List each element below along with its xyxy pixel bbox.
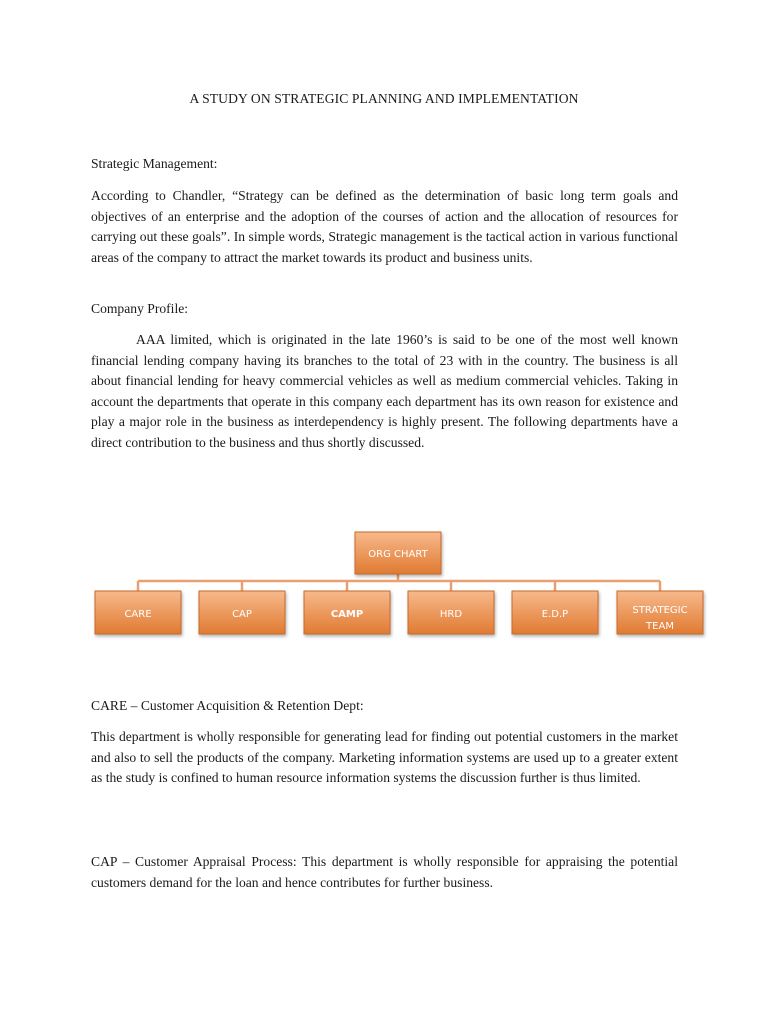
document-title: A STUDY ON STRATEGIC PLANNING AND IMPLEMENTATION: [189, 91, 579, 106]
org-chart-node-camp: [304, 591, 390, 634]
org-chart-node-label-line2: TEAM: [646, 621, 674, 632]
care-heading: CARE – Customer Acquisition & Retention Dept:: [91, 698, 364, 713]
care-paragraph: This department is wholly responsible for generating lead for finding out potential customers in the market and also to sell the products of the company. Marketing information systems are used up to a greater extent as the study is confined to human resource information systems the discussion further is thus limited.: [91, 729, 678, 785]
org-chart-node-label: E.D.P: [541, 609, 569, 620]
strategic-management-paragraph: According to Chandler, “Strategy can be defined as the determination of basic long term goals and objectives of an enterprise and the adoption of the courses of action and the allocation of resources for carrying out these goals”. In simple words, Strategic management is the tactical action in various functional areas of the company to attract the market towards its product and business units.: [91, 188, 678, 265]
cap-paragraph: CAP – Customer Appraisal Process: This department is wholly responsible for appraising the potential customers demand for the loan and hence contributes for further business.: [91, 854, 678, 890]
org-chart-node-label: STRATEGIC: [632, 605, 688, 616]
org-chart-node-label: CAMP: [330, 609, 364, 620]
company-profile-paragraph: AAA limited, which is originated in the late 1960’s is said to be one of the most well known financial lending company having its branches to the total of 23 with in the country. The business is all about financial lending for heavy commercial vehicles as well as medium commercial vehicles. Taking in account the departments that operate in this company each department has its own reason for existence and play a major role in the business as interdependency is highly present. The following departments have a direct contribution to the business and thus shortly discussed.: [91, 332, 678, 450]
org-chart-node-label: HRD: [439, 609, 463, 620]
org-chart-node-strategic-team: [617, 591, 703, 634]
org-chart-node-care: [95, 591, 181, 634]
org-chart-node-label: CARE: [124, 609, 152, 620]
strategic-management-heading: Strategic Management:: [91, 156, 218, 171]
org-chart-node-label: CAP: [232, 609, 252, 620]
org-chart-node-cap: [199, 591, 285, 634]
company-profile-heading: Company Profile:: [91, 301, 189, 316]
org-chart-node-edp: [512, 591, 598, 634]
org-chart-connectors: [138, 574, 660, 591]
org-chart-root-node: [355, 532, 441, 574]
org-chart-node-hrd: [408, 591, 494, 634]
org-chart-root-label: ORG CHART: [368, 549, 428, 560]
org-chart-diagram: [88, 527, 708, 642]
